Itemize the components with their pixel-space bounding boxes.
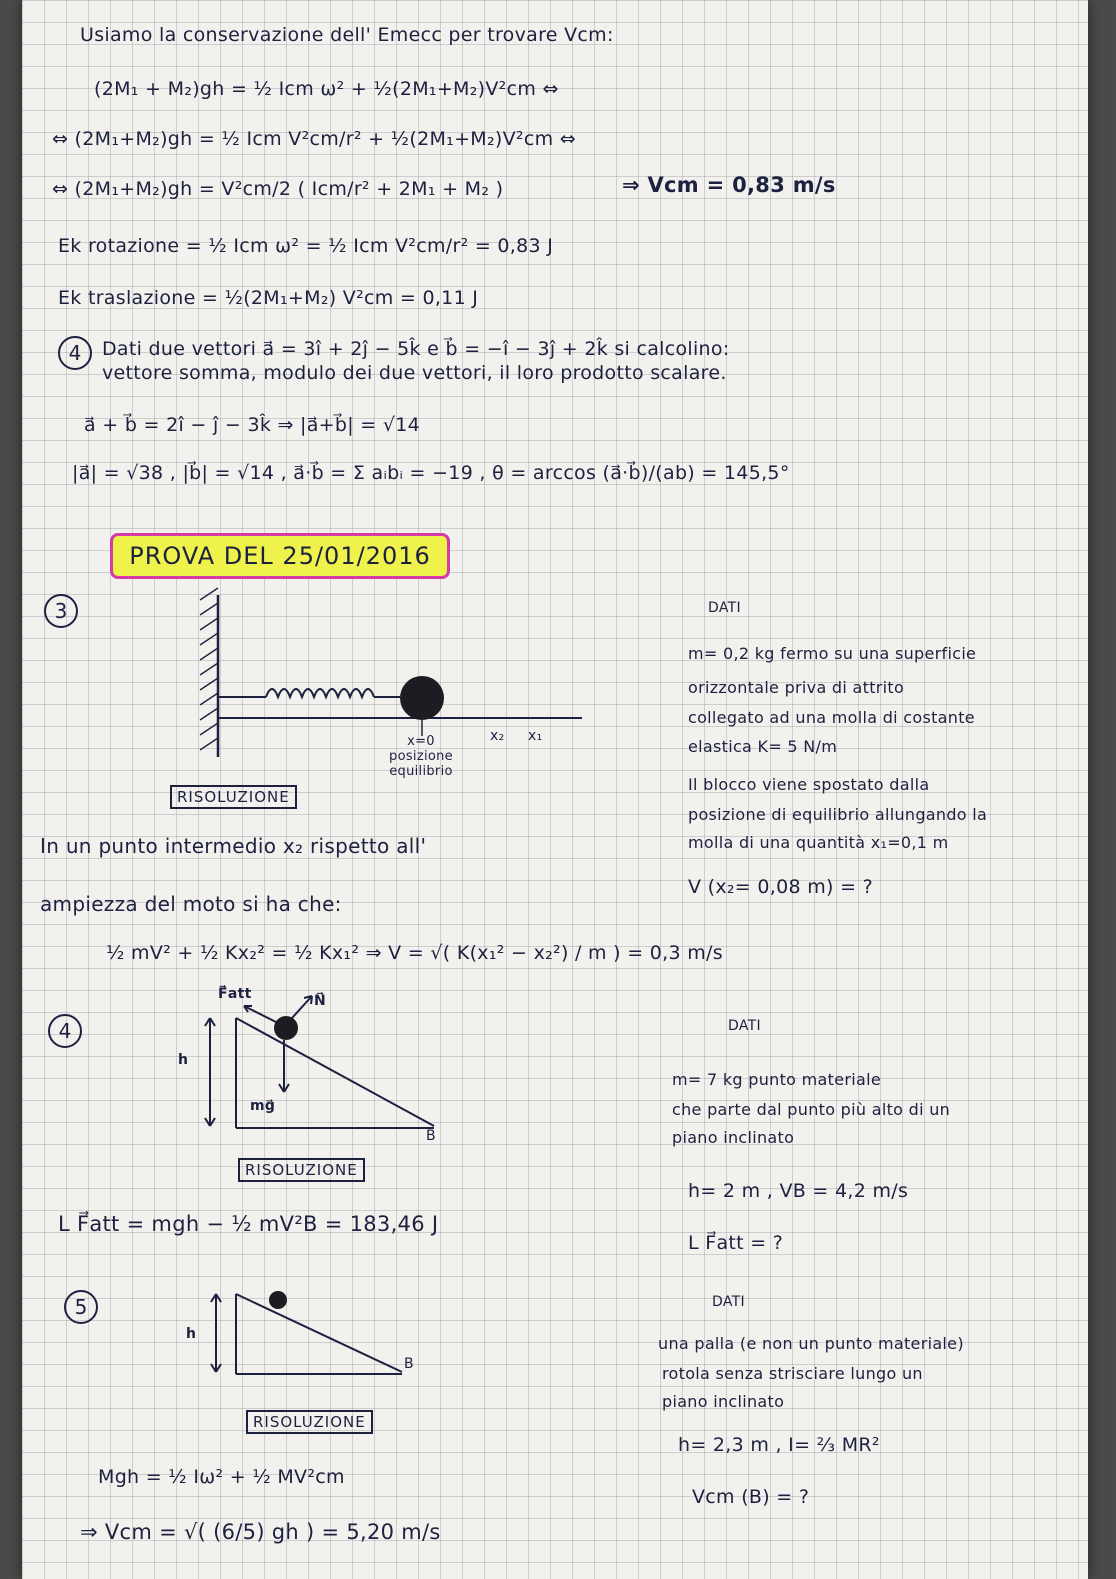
label-x1: x₁ [528, 728, 543, 744]
label-b-5: B [404, 1356, 414, 1372]
problem-number-5: 5 [64, 1290, 98, 1324]
dati-4-line-1: che parte dal punto più alto di un [672, 1100, 951, 1119]
risoluzione-label-3: RISOLUZIONE [170, 785, 297, 809]
ek-rotation: Ek rotazione = ½ Icm ω² = ½ Icm V²cm/r² = 0,83 J [58, 235, 554, 257]
vector-question-line-1: Dati due vettori a⃗ = 3î + 2ĵ − 5k̂ e b⃗ = −î − 3ĵ + 2k̂ si calcolino: [102, 338, 730, 360]
problem-number-3: 3 [44, 594, 78, 628]
dati-label-5: DATI [712, 1294, 745, 1310]
dati-4-question: L F⃗att = ? [688, 1232, 784, 1254]
risoluzione-label-5: RISOLUZIONE [246, 1410, 373, 1434]
dati-3-question: V (x₂= 0,08 m) = ? [688, 876, 874, 898]
dati-3-line-2: collegato ad una molla di costante [688, 708, 975, 727]
dati-3-line-6: molla di una quantità x₁=0,1 m [688, 833, 949, 852]
vcm-result: ⇒ Vcm = 0,83 m/s [622, 173, 836, 197]
dati-3-line-5: posizione di equilibrio allungando la [688, 805, 988, 824]
dati-label-3: DATI [708, 600, 741, 616]
risoluzione-3-line-1: ampiezza del moto si ha che: [40, 892, 342, 916]
dati-4-line-2: piano inclinato [672, 1128, 795, 1147]
notebook-page [22, 0, 1088, 1579]
label-h-5: h [186, 1326, 197, 1342]
dati-5-line-2: piano inclinato [662, 1392, 785, 1411]
label-mg: mg⃗ [250, 1098, 276, 1114]
risoluzione-4-line-0: L F⃗att = mgh − ½ mV²B = 183,46 J [58, 1212, 439, 1236]
spring-mass-diagram [200, 588, 582, 757]
dati-5-question: Vcm (B) = ? [692, 1486, 810, 1508]
label-h-4: h [178, 1052, 189, 1068]
label-b-4: B [426, 1128, 436, 1144]
risoluzione-3-line-0: In un punto intermedio x₂ rispetto all' [40, 834, 427, 858]
ek-translation: Ek traslazione = ½(2M₁+M₂) V²cm = 0,11 J [58, 287, 479, 309]
dati-4-line-0: m= 7 kg punto materiale [672, 1070, 881, 1089]
inclined-plane-diagram-4 [205, 996, 434, 1128]
question-number-4-vectors: 4 [58, 336, 92, 370]
dati-3-line-3: elastica K= 5 N/m [688, 737, 838, 756]
dati-3-line-4: Il blocco viene spostato dalla [688, 775, 930, 794]
label-x0: x=0 [407, 734, 435, 749]
equation-line-3: ⇔ (2M₁+M₂)gh = V²cm/2 ( Icm/r² + 2M₁ + M₂ ) [52, 178, 504, 200]
dati-3-line-0: m= 0,2 kg fermo su una superficie [688, 644, 977, 663]
label-n: N⃗ [314, 993, 327, 1009]
vector-question-line-2: vettore somma, modulo dei due vettori, il loro prodotto scalare. [102, 362, 727, 384]
equation-line-1: (2M₁ + M₂)gh = ½ Icm ω² + ½(2M₁+M₂)V²cm ⇔ [94, 78, 559, 100]
dati-5-line-1: rotola senza strisciare lungo un [662, 1364, 923, 1383]
dati-5-line-0: una palla (e non un punto materiale) [658, 1334, 964, 1353]
exam-title: PROVA DEL 25/01/2016 [110, 533, 450, 579]
inclined-plane-diagram-5 [211, 1291, 402, 1374]
vector-sum-line: a⃗ + b⃗ = 2î − ĵ − 3k̂ ⇒ |a⃗+b⃗| = √14 [84, 414, 421, 436]
dati-5-line-3: h= 2,3 m , I= ⅔ MR² [678, 1434, 880, 1456]
risoluzione-label-4: RISOLUZIONE [238, 1158, 365, 1182]
dati-label-4: DATI [728, 1018, 761, 1034]
vector-modulus-line: |a⃗| = √38 , |b⃗| = √14 , a⃗·b⃗ = Σ aᵢbᵢ = −19 , θ = arccos (a⃗·b⃗)/(ab) = 145,5° [72, 462, 790, 484]
label-fatt: F⃗att [218, 986, 252, 1002]
risoluzione-3-line-2: ½ mV² + ½ Kx₂² = ½ Kx₁² ⇒ V = √( K(x₁² − x₂²) / m ) = 0,3 m/s [106, 942, 723, 964]
equation-line-2: ⇔ (2M₁+M₂)gh = ½ Icm V²cm/r² + ½(2M₁+M₂)V²cm ⇔ [52, 128, 576, 150]
risoluzione-5-line-0: Mgh = ½ Iω² + ½ MV²cm [98, 1466, 345, 1488]
problem-number-4: 4 [48, 1014, 82, 1048]
label-x2: x₂ [490, 728, 505, 744]
dati-4-line-3: h= 2 m , VB = 4,2 m/s [688, 1180, 909, 1202]
dati-3-line-1: orizzontale priva di attrito [688, 678, 905, 697]
label-equilibrium: posizione equilibrio [389, 749, 453, 779]
intro-line: Usiamo la conservazione dell' Emecc per trovare Vcm: [80, 24, 614, 46]
risoluzione-5-line-1: ⇒ Vcm = √( (6/5) gh ) = 5,20 m/s [80, 1520, 441, 1544]
